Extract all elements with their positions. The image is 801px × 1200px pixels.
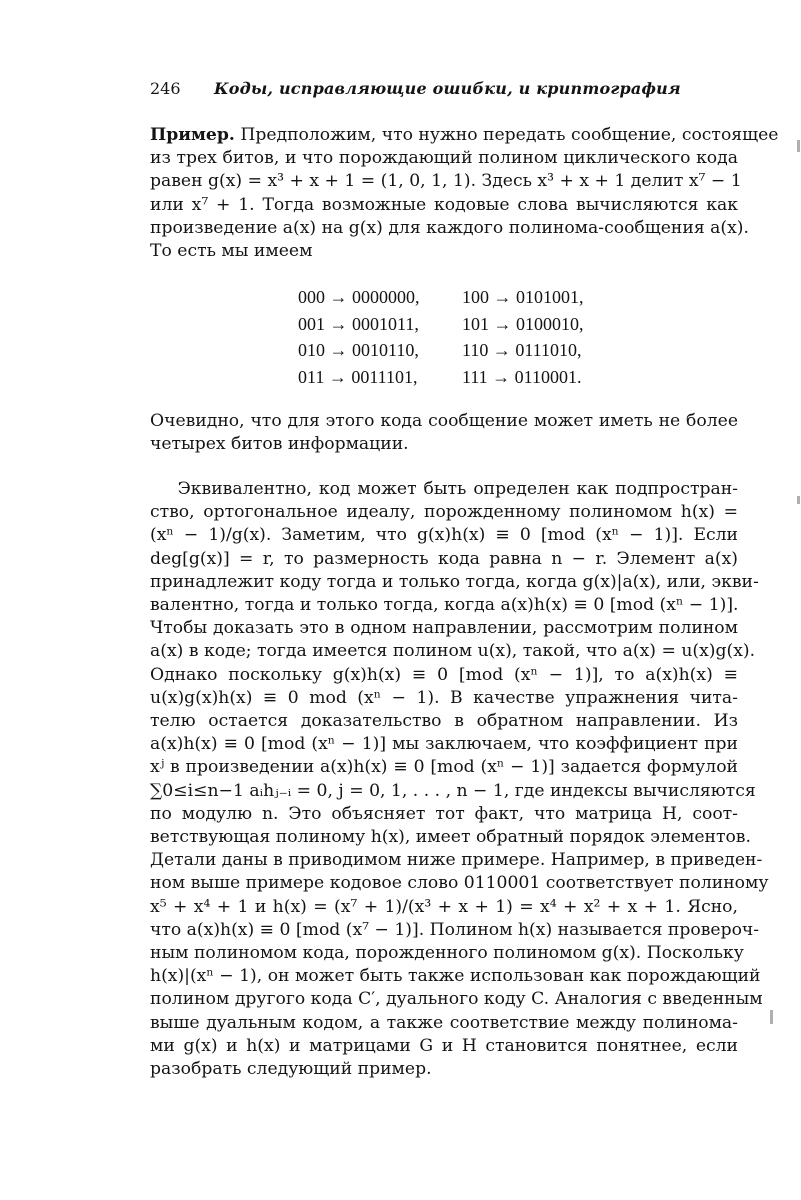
text-line: a(x)h(x) ≡ 0 [mod (xⁿ − 1)] мы заключаем, что коэффициент при	[150, 734, 738, 755]
text-line: что a(x)h(x) ≡ 0 [mod (x⁷ − 1)]. Полином h(x) называется провероч-	[150, 919, 760, 940]
example-paragraph	[150, 124, 779, 263]
text-line: xʲ в произведении a(x)h(x) ≡ 0 [mod (xⁿ − 1)] задается формулой	[150, 757, 738, 778]
text-line: ветствующая полиному h(x), имеет обратный порядок элементов.	[150, 827, 751, 848]
codeword-row	[298, 364, 602, 391]
dual-code-paragraph	[150, 478, 769, 1081]
text-line: h(x)|(xⁿ − 1), он может быть также использован как порождающий	[150, 966, 761, 987]
codeword-mapping: 101 → 0100010,	[462, 313, 584, 334]
text-line: Детали даны в приводимом ниже примере. Например, в приведен-	[150, 850, 763, 871]
text-line: ∑0≤i≤n−1 aᵢhⱼ₋ᵢ = 0, j = 0, 1, . . . , n − 1, где индексы вычисляются	[150, 780, 756, 801]
example-lead: Пример.	[150, 125, 235, 145]
text-line: телю остается доказательство в обратном направлении. Из	[150, 711, 738, 732]
codeword-table	[298, 284, 602, 390]
codeword-mapping: 011 → 0011101,	[298, 366, 418, 387]
text-line: То есть мы имеем	[150, 241, 313, 262]
running-title: Коды, исправляющие ошибки, и криптография	[214, 79, 681, 98]
scan-edge-mark	[797, 496, 800, 504]
text-line: deg[g(x)] = r, то размерность кода равна n − r. Элемент a(x)	[150, 548, 738, 569]
text-line: из трех битов, и что порождающий полином циклического кода	[150, 148, 738, 169]
text-line: выше дуальным кодом, а также соответствие между полинома-	[150, 1012, 738, 1033]
text-line: Эквивалентно, код может быть определен как подпростран-	[150, 479, 738, 499]
text-line: Очевидно, что для этого кода сообщение может иметь не более	[150, 411, 738, 431]
text-line: a(x) в коде; тогда имеется полином u(x), такой, что a(x) = u(x)g(x).	[150, 641, 756, 662]
text-line: Однако поскольку g(x)h(x) ≡ 0 [mod (xⁿ − 1)], то a(x)h(x) ≡	[150, 664, 738, 685]
text-line: четырех битов информации.	[150, 434, 409, 455]
text-line: ство, ортогональное идеалу, порожденному полиномом h(x) =	[150, 502, 738, 523]
text-line: произведение a(x) на g(x) для каждого полинома-сообщения a(x).	[150, 217, 749, 238]
codeword-row	[298, 284, 602, 311]
codeword-mapping: 010 → 0010110,	[298, 340, 419, 360]
text-line: полином другого кода C′, дуального коду C. Аналогия с введенным	[150, 989, 763, 1010]
scan-edge-mark	[770, 1010, 773, 1024]
scan-edge-mark	[797, 140, 800, 152]
text-line: по модулю n. Это объясняет тот факт, что матрица H, соот-	[150, 803, 738, 824]
text-line: Пример. Предположим, что нужно передать сообщение, состоящее	[150, 125, 779, 145]
text-line: ным полиномом кода, порожденного полиномом g(x). Поскольку	[150, 943, 744, 964]
codeword-row	[298, 337, 602, 364]
text-line: принадлежит коду тогда и только тогда, когда g(x)|a(x), или, экви-	[150, 571, 759, 592]
text-line: или x⁷ + 1. Тогда возможные кодовые слова вычисляются как	[150, 194, 738, 215]
codeword-mapping: 001 → 0001011,	[298, 313, 419, 334]
text-line: u(x)g(x)h(x) ≡ 0 mod (xⁿ − 1). В качестве упражнения чита-	[150, 687, 738, 708]
codeword-row	[298, 311, 602, 338]
page-number: 246	[150, 79, 181, 98]
conclusion-paragraph	[150, 410, 738, 456]
text-line: ном выше примере кодовое слово 0110001 соответствует полиному	[150, 873, 769, 894]
text-line: Чтобы доказать это в одном направлении, рассмотрим полином	[150, 618, 738, 639]
text-line: разобрать следующий пример.	[150, 1059, 432, 1080]
text-line: (xⁿ − 1)/g(x). Заметим, что g(x)h(x) ≡ 0 [mod (xⁿ − 1)]. Если	[150, 525, 738, 546]
text-line: ми g(x) и h(x) и матрицами G и H становится понятнее, если	[150, 1035, 738, 1056]
page-header	[150, 79, 750, 98]
codeword-mapping: 100 → 0101001,	[462, 287, 584, 307]
text-line: валентно, тогда и только тогда, когда a(x)h(x) ≡ 0 [mod (xⁿ − 1)].	[150, 595, 739, 616]
codeword-mapping: 111 → 0110001.	[462, 366, 582, 387]
codeword-mapping: 110 → 0111010,	[462, 340, 582, 360]
codeword-mapping: 000 → 0000000,	[298, 287, 420, 307]
text-line: x⁵ + x⁴ + 1 и h(x) = (x⁷ + 1)/(x³ + x + 1) = x⁴ + x² + x + 1. Ясно,	[150, 896, 738, 917]
text-line: равен g(x) = x³ + x + 1 = (1, 0, 1, 1). Здесь x³ + x + 1 делит x⁷ − 1	[150, 171, 742, 192]
